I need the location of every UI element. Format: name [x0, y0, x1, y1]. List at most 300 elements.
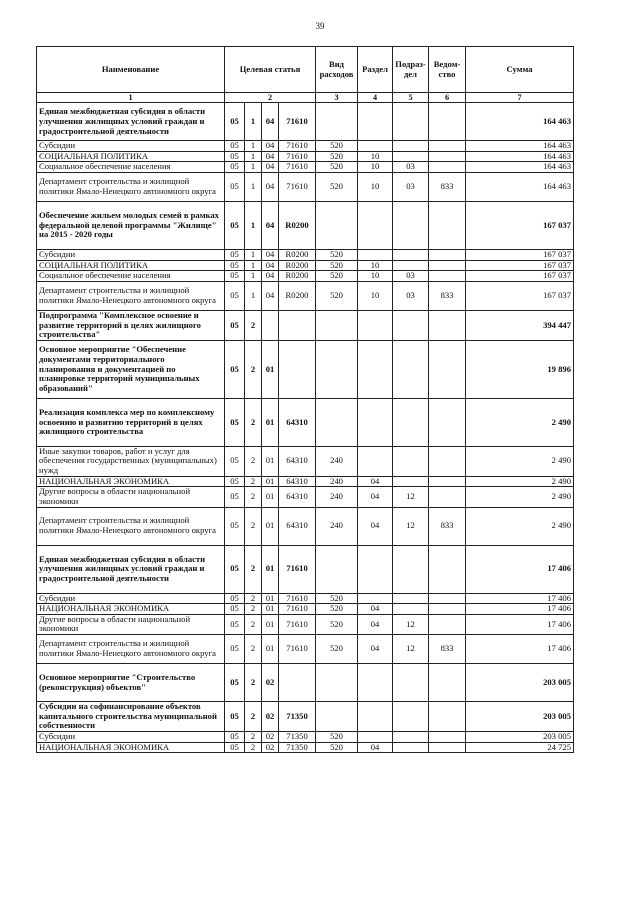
col-num: 1 [37, 93, 225, 103]
table-row [37, 260, 574, 271]
amount-cell: 164 463 [466, 151, 574, 162]
target-code-2: 2 [245, 487, 262, 507]
target-code-3: 04 [262, 202, 279, 250]
row-name-cell: Реализация комплекса мер по комплексному освоению и развитию территорий в целях жилищного строительства [37, 398, 225, 446]
department-cell [429, 742, 466, 753]
section-cell: 10 [358, 271, 393, 282]
target-code-1: 05 [225, 545, 245, 593]
target-code-1: 05 [225, 281, 245, 310]
amount-cell: 164 463 [466, 141, 574, 152]
header-department: Ведом-ство [429, 47, 466, 93]
section-cell [358, 340, 393, 398]
section-cell: 04 [358, 614, 393, 634]
subsection-cell: 12 [393, 487, 429, 507]
target-code-4: 71610 [279, 103, 316, 141]
section-cell: 04 [358, 742, 393, 753]
department-cell [429, 487, 466, 507]
subsection-cell [393, 202, 429, 250]
expense-type-cell: 520 [316, 281, 358, 310]
target-code-3: 02 [262, 731, 279, 742]
subsection-cell [393, 545, 429, 593]
section-cell [358, 446, 393, 476]
row-name-cell: НАЦИОНАЛЬНАЯ ЭКОНОМИКА [37, 742, 225, 753]
target-code-2: 1 [245, 271, 262, 282]
header-exp-type: Вид расходов [316, 47, 358, 93]
department-cell [429, 702, 466, 732]
table-row [37, 702, 574, 732]
target-code-4: R0200 [279, 281, 316, 310]
target-code-3: 04 [262, 271, 279, 282]
section-cell [358, 250, 393, 261]
subsection-cell [393, 593, 429, 604]
row-name-cell: Департамент строительства и жилищной политики Ямало-Ненецкого автономного округа [37, 507, 225, 545]
section-cell [358, 702, 393, 732]
target-code-4: 71610 [279, 173, 316, 202]
expense-type-cell: 520 [316, 604, 358, 615]
target-code-1: 05 [225, 604, 245, 615]
row-name-cell: Подпрограмма "Комплексное освоение и развитие территорий в целях жилищного строительства" [37, 310, 225, 340]
target-code-1: 05 [225, 151, 245, 162]
target-code-2: 1 [245, 173, 262, 202]
target-code-2: 2 [245, 604, 262, 615]
subsection-cell [393, 340, 429, 398]
target-code-3 [262, 310, 279, 340]
target-code-4: 64310 [279, 398, 316, 446]
amount-cell: 167 037 [466, 202, 574, 250]
expense-type-cell: 520 [316, 162, 358, 173]
subsection-cell [393, 398, 429, 446]
col-num: 3 [316, 93, 358, 103]
target-code-1: 05 [225, 635, 245, 664]
target-code-1: 05 [225, 271, 245, 282]
table-row [37, 271, 574, 282]
row-name-cell: Социальное обеспечение населения [37, 271, 225, 282]
department-cell: 833 [429, 635, 466, 664]
amount-cell: 203 005 [466, 731, 574, 742]
row-name-cell: Социальное обеспечение населения [37, 162, 225, 173]
section-cell [358, 664, 393, 702]
row-name-cell: Субсидии [37, 593, 225, 604]
subsection-cell: 12 [393, 614, 429, 634]
section-cell [358, 103, 393, 141]
target-code-3: 01 [262, 487, 279, 507]
expense-type-cell: 240 [316, 507, 358, 545]
target-code-1: 05 [225, 487, 245, 507]
subsection-cell [393, 250, 429, 261]
amount-cell: 2 490 [466, 446, 574, 476]
target-code-3: 01 [262, 446, 279, 476]
expense-type-cell: 520 [316, 593, 358, 604]
expense-type-cell: 520 [316, 260, 358, 271]
table-row [37, 398, 574, 446]
department-cell [429, 250, 466, 261]
row-name-cell: Субсидии на софинансирование объектов капитального строительства муниципальной собственности [37, 702, 225, 732]
col-num: 7 [466, 93, 574, 103]
department-cell [429, 593, 466, 604]
department-cell [429, 664, 466, 702]
department-cell [429, 340, 466, 398]
section-cell [358, 545, 393, 593]
subsection-cell [393, 446, 429, 476]
amount-cell: 2 490 [466, 476, 574, 487]
subsection-cell [393, 310, 429, 340]
expense-type-cell: 520 [316, 250, 358, 261]
target-code-2: 1 [245, 281, 262, 310]
amount-cell: 167 037 [466, 260, 574, 271]
expense-type-cell: 520 [316, 742, 358, 753]
row-name-cell: СОЦИАЛЬНАЯ ПОЛИТИКА [37, 260, 225, 271]
target-code-3: 01 [262, 476, 279, 487]
amount-cell: 17 406 [466, 614, 574, 634]
page-number: 39 [315, 21, 325, 31]
department-cell [429, 202, 466, 250]
target-code-1: 05 [225, 141, 245, 152]
subsection-cell [393, 103, 429, 141]
expense-type-cell: 240 [316, 446, 358, 476]
target-code-2: 1 [245, 250, 262, 261]
table-row [37, 731, 574, 742]
amount-cell: 19 896 [466, 340, 574, 398]
expense-type-cell: 240 [316, 487, 358, 507]
row-name-cell: Департамент строительства и жилищной политики Ямало-Ненецкого автономного округа [37, 281, 225, 310]
target-code-3: 01 [262, 593, 279, 604]
department-cell [429, 446, 466, 476]
expense-type-cell [316, 202, 358, 250]
section-cell [358, 593, 393, 604]
expense-type-cell [316, 310, 358, 340]
target-code-4 [279, 340, 316, 398]
target-code-1: 05 [225, 398, 245, 446]
subsection-cell [393, 260, 429, 271]
target-code-2: 2 [245, 593, 262, 604]
target-code-3: 01 [262, 635, 279, 664]
department-cell [429, 398, 466, 446]
subsection-cell [393, 664, 429, 702]
target-code-2: 2 [245, 545, 262, 593]
department-cell [429, 162, 466, 173]
target-code-3: 01 [262, 614, 279, 634]
target-code-4: 71350 [279, 731, 316, 742]
target-code-1: 05 [225, 507, 245, 545]
department-cell [429, 271, 466, 282]
subsection-cell [393, 151, 429, 162]
table-row [37, 151, 574, 162]
section-cell: 10 [358, 151, 393, 162]
target-code-3: 01 [262, 398, 279, 446]
header-amount: Сумма [466, 47, 574, 93]
amount-cell: 164 463 [466, 103, 574, 141]
amount-cell: 167 037 [466, 271, 574, 282]
section-cell: 10 [358, 173, 393, 202]
amount-cell: 17 406 [466, 604, 574, 615]
amount-cell: 24 725 [466, 742, 574, 753]
target-code-1: 05 [225, 614, 245, 634]
target-code-3: 04 [262, 281, 279, 310]
target-code-2: 2 [245, 614, 262, 634]
target-code-3: 04 [262, 103, 279, 141]
row-name-cell: Субсидии [37, 731, 225, 742]
section-cell: 04 [358, 635, 393, 664]
header-subsection: Подраз-дел [393, 47, 429, 93]
expense-type-cell: 240 [316, 476, 358, 487]
amount-cell: 394 447 [466, 310, 574, 340]
table-row [37, 173, 574, 202]
subsection-cell: 03 [393, 173, 429, 202]
department-cell [429, 545, 466, 593]
table-row [37, 202, 574, 250]
table-row [37, 614, 574, 634]
target-code-4 [279, 310, 316, 340]
subsection-cell [393, 604, 429, 615]
section-cell: 10 [358, 162, 393, 173]
target-code-4: 71610 [279, 635, 316, 664]
row-name-cell: Единая межбюджетная субсидия в области улучшения жилищных условий граждан и градостроительной деятельности [37, 103, 225, 141]
subsection-cell: 12 [393, 507, 429, 545]
expense-type-cell: 520 [316, 141, 358, 152]
target-code-2: 2 [245, 310, 262, 340]
table-row [37, 507, 574, 545]
amount-cell: 164 463 [466, 173, 574, 202]
target-code-4: 71610 [279, 614, 316, 634]
row-name-cell: Основное мероприятие "Строительство (реконструкция) объектов" [37, 664, 225, 702]
target-code-1: 05 [225, 103, 245, 141]
department-cell [429, 614, 466, 634]
row-name-cell: Обеспечение жильем молодых семей в рамках федеральной целевой программы "Жилище" на 2015 - 2020 годы [37, 202, 225, 250]
target-code-1: 05 [225, 202, 245, 250]
header-section: Раздел [358, 47, 393, 93]
target-code-3: 02 [262, 664, 279, 702]
table-row [37, 604, 574, 615]
section-cell: 10 [358, 260, 393, 271]
department-cell [429, 476, 466, 487]
subsection-cell: 03 [393, 281, 429, 310]
amount-cell: 164 463 [466, 162, 574, 173]
target-code-4: 71610 [279, 141, 316, 152]
table-row [37, 162, 574, 173]
subsection-cell: 03 [393, 162, 429, 173]
row-name-cell: СОЦИАЛЬНАЯ ПОЛИТИКА [37, 151, 225, 162]
expense-type-cell [316, 664, 358, 702]
target-code-2: 1 [245, 141, 262, 152]
col-num: 5 [393, 93, 429, 103]
subsection-cell [393, 141, 429, 152]
col-num: 6 [429, 93, 466, 103]
subsection-cell [393, 476, 429, 487]
target-code-3: 01 [262, 340, 279, 398]
target-code-1: 05 [225, 476, 245, 487]
expense-type-cell: 520 [316, 614, 358, 634]
budget-table [36, 46, 574, 753]
expense-type-cell: 520 [316, 635, 358, 664]
target-code-2: 2 [245, 476, 262, 487]
table-row [37, 487, 574, 507]
amount-cell: 17 406 [466, 593, 574, 604]
target-code-4: 64310 [279, 476, 316, 487]
subsection-cell: 12 [393, 635, 429, 664]
section-cell [358, 398, 393, 446]
row-name-cell: Субсидии [37, 250, 225, 261]
department-cell [429, 310, 466, 340]
amount-cell: 17 406 [466, 635, 574, 664]
section-cell: 04 [358, 507, 393, 545]
table-row [37, 742, 574, 753]
section-cell [358, 202, 393, 250]
target-code-4: 71610 [279, 162, 316, 173]
target-code-4: 64310 [279, 487, 316, 507]
row-name-cell: НАЦИОНАЛЬНАЯ ЭКОНОМИКА [37, 476, 225, 487]
amount-cell: 167 037 [466, 281, 574, 310]
col-num: 4 [358, 93, 393, 103]
section-cell [358, 731, 393, 742]
target-code-3: 02 [262, 702, 279, 732]
target-code-1: 05 [225, 162, 245, 173]
amount-cell: 2 490 [466, 398, 574, 446]
table-row [37, 446, 574, 476]
department-cell: 833 [429, 507, 466, 545]
target-code-3: 04 [262, 260, 279, 271]
department-cell [429, 731, 466, 742]
target-code-4: 64310 [279, 507, 316, 545]
target-code-2: 2 [245, 664, 262, 702]
department-cell: 833 [429, 173, 466, 202]
expense-type-cell [316, 340, 358, 398]
target-code-1: 05 [225, 173, 245, 202]
amount-cell: 2 490 [466, 507, 574, 545]
target-code-4: 64310 [279, 446, 316, 476]
department-cell [429, 260, 466, 271]
table-row [37, 103, 574, 141]
amount-cell: 2 490 [466, 487, 574, 507]
row-name-cell: Департамент строительства и жилищной политики Ямало-Ненецкого автономного округа [37, 635, 225, 664]
target-code-3: 01 [262, 604, 279, 615]
target-code-1: 05 [225, 731, 245, 742]
table-row [37, 635, 574, 664]
row-name-cell: Департамент строительства и жилищной политики Ямало-Ненецкого автономного округа [37, 173, 225, 202]
target-code-2: 1 [245, 103, 262, 141]
subsection-cell [393, 742, 429, 753]
header-target: Целевая статья [225, 47, 316, 93]
target-code-2: 1 [245, 162, 262, 173]
target-code-1: 05 [225, 702, 245, 732]
section-cell: 10 [358, 281, 393, 310]
subsection-cell [393, 702, 429, 732]
section-cell: 04 [358, 604, 393, 615]
department-cell [429, 141, 466, 152]
amount-cell: 203 005 [466, 702, 574, 732]
row-name-cell: Субсидии [37, 141, 225, 152]
target-code-2: 2 [245, 340, 262, 398]
col-num: 2 [225, 93, 316, 103]
department-cell [429, 151, 466, 162]
target-code-3: 04 [262, 173, 279, 202]
table-row [37, 340, 574, 398]
target-code-3: 01 [262, 545, 279, 593]
row-name-cell: Другие вопросы в области национальной экономики [37, 614, 225, 634]
header-row [37, 47, 574, 93]
target-code-3: 04 [262, 151, 279, 162]
table-row [37, 310, 574, 340]
department-cell [429, 103, 466, 141]
target-code-4: 71350 [279, 742, 316, 753]
expense-type-cell: 520 [316, 151, 358, 162]
target-code-2: 2 [245, 446, 262, 476]
target-code-4: 71610 [279, 604, 316, 615]
target-code-2: 1 [245, 260, 262, 271]
department-cell [429, 604, 466, 615]
table-row [37, 593, 574, 604]
target-code-1: 05 [225, 664, 245, 702]
target-code-2: 2 [245, 702, 262, 732]
target-code-1: 05 [225, 310, 245, 340]
section-cell: 04 [358, 487, 393, 507]
expense-type-cell: 520 [316, 173, 358, 202]
target-code-1: 05 [225, 250, 245, 261]
target-code-2: 2 [245, 635, 262, 664]
target-code-3: 01 [262, 507, 279, 545]
department-cell: 833 [429, 281, 466, 310]
target-code-2: 2 [245, 742, 262, 753]
target-code-2: 1 [245, 202, 262, 250]
target-code-1: 05 [225, 340, 245, 398]
expense-type-cell: 520 [316, 271, 358, 282]
target-code-2: 2 [245, 507, 262, 545]
target-code-3: 04 [262, 141, 279, 152]
table-row [37, 476, 574, 487]
subsection-cell: 03 [393, 271, 429, 282]
target-code-3: 04 [262, 250, 279, 261]
target-code-1: 05 [225, 742, 245, 753]
target-code-2: 1 [245, 151, 262, 162]
section-cell [358, 310, 393, 340]
column-number-row [37, 93, 574, 103]
target-code-4: R0200 [279, 271, 316, 282]
target-code-1: 05 [225, 260, 245, 271]
row-name-cell: Единая межбюджетная субсидия в области улучшения жилищных условий граждан и градостроительной деятельности [37, 545, 225, 593]
table-row [37, 545, 574, 593]
target-code-1: 05 [225, 446, 245, 476]
expense-type-cell: 520 [316, 731, 358, 742]
target-code-1: 05 [225, 593, 245, 604]
amount-cell: 167 037 [466, 250, 574, 261]
table-row [37, 664, 574, 702]
row-name-cell: Основное мероприятие "Обеспечение документами территориального планирования и документацией по планировке территорий муниципальных образований" [37, 340, 225, 398]
expense-type-cell [316, 398, 358, 446]
target-code-4: R0200 [279, 202, 316, 250]
expense-type-cell [316, 103, 358, 141]
row-name-cell: НАЦИОНАЛЬНАЯ ЭКОНОМИКА [37, 604, 225, 615]
target-code-2: 2 [245, 731, 262, 742]
target-code-3: 04 [262, 162, 279, 173]
table-row [37, 281, 574, 310]
target-code-4: 71610 [279, 593, 316, 604]
expense-type-cell [316, 702, 358, 732]
section-cell: 04 [358, 476, 393, 487]
amount-cell: 17 406 [466, 545, 574, 593]
target-code-4: R0200 [279, 250, 316, 261]
target-code-4: 71610 [279, 151, 316, 162]
amount-cell: 203 005 [466, 664, 574, 702]
subsection-cell [393, 731, 429, 742]
target-code-4: R0200 [279, 260, 316, 271]
expense-type-cell [316, 545, 358, 593]
target-code-4: 71610 [279, 545, 316, 593]
row-name-cell: Иные закупки товаров, работ и услуг для обеспечения государственных (муниципальных) нужд [37, 446, 225, 476]
row-name-cell: Другие вопросы в области национальной экономики [37, 487, 225, 507]
table-row [37, 250, 574, 261]
target-code-4: 71350 [279, 702, 316, 732]
target-code-4 [279, 664, 316, 702]
target-code-2: 2 [245, 398, 262, 446]
